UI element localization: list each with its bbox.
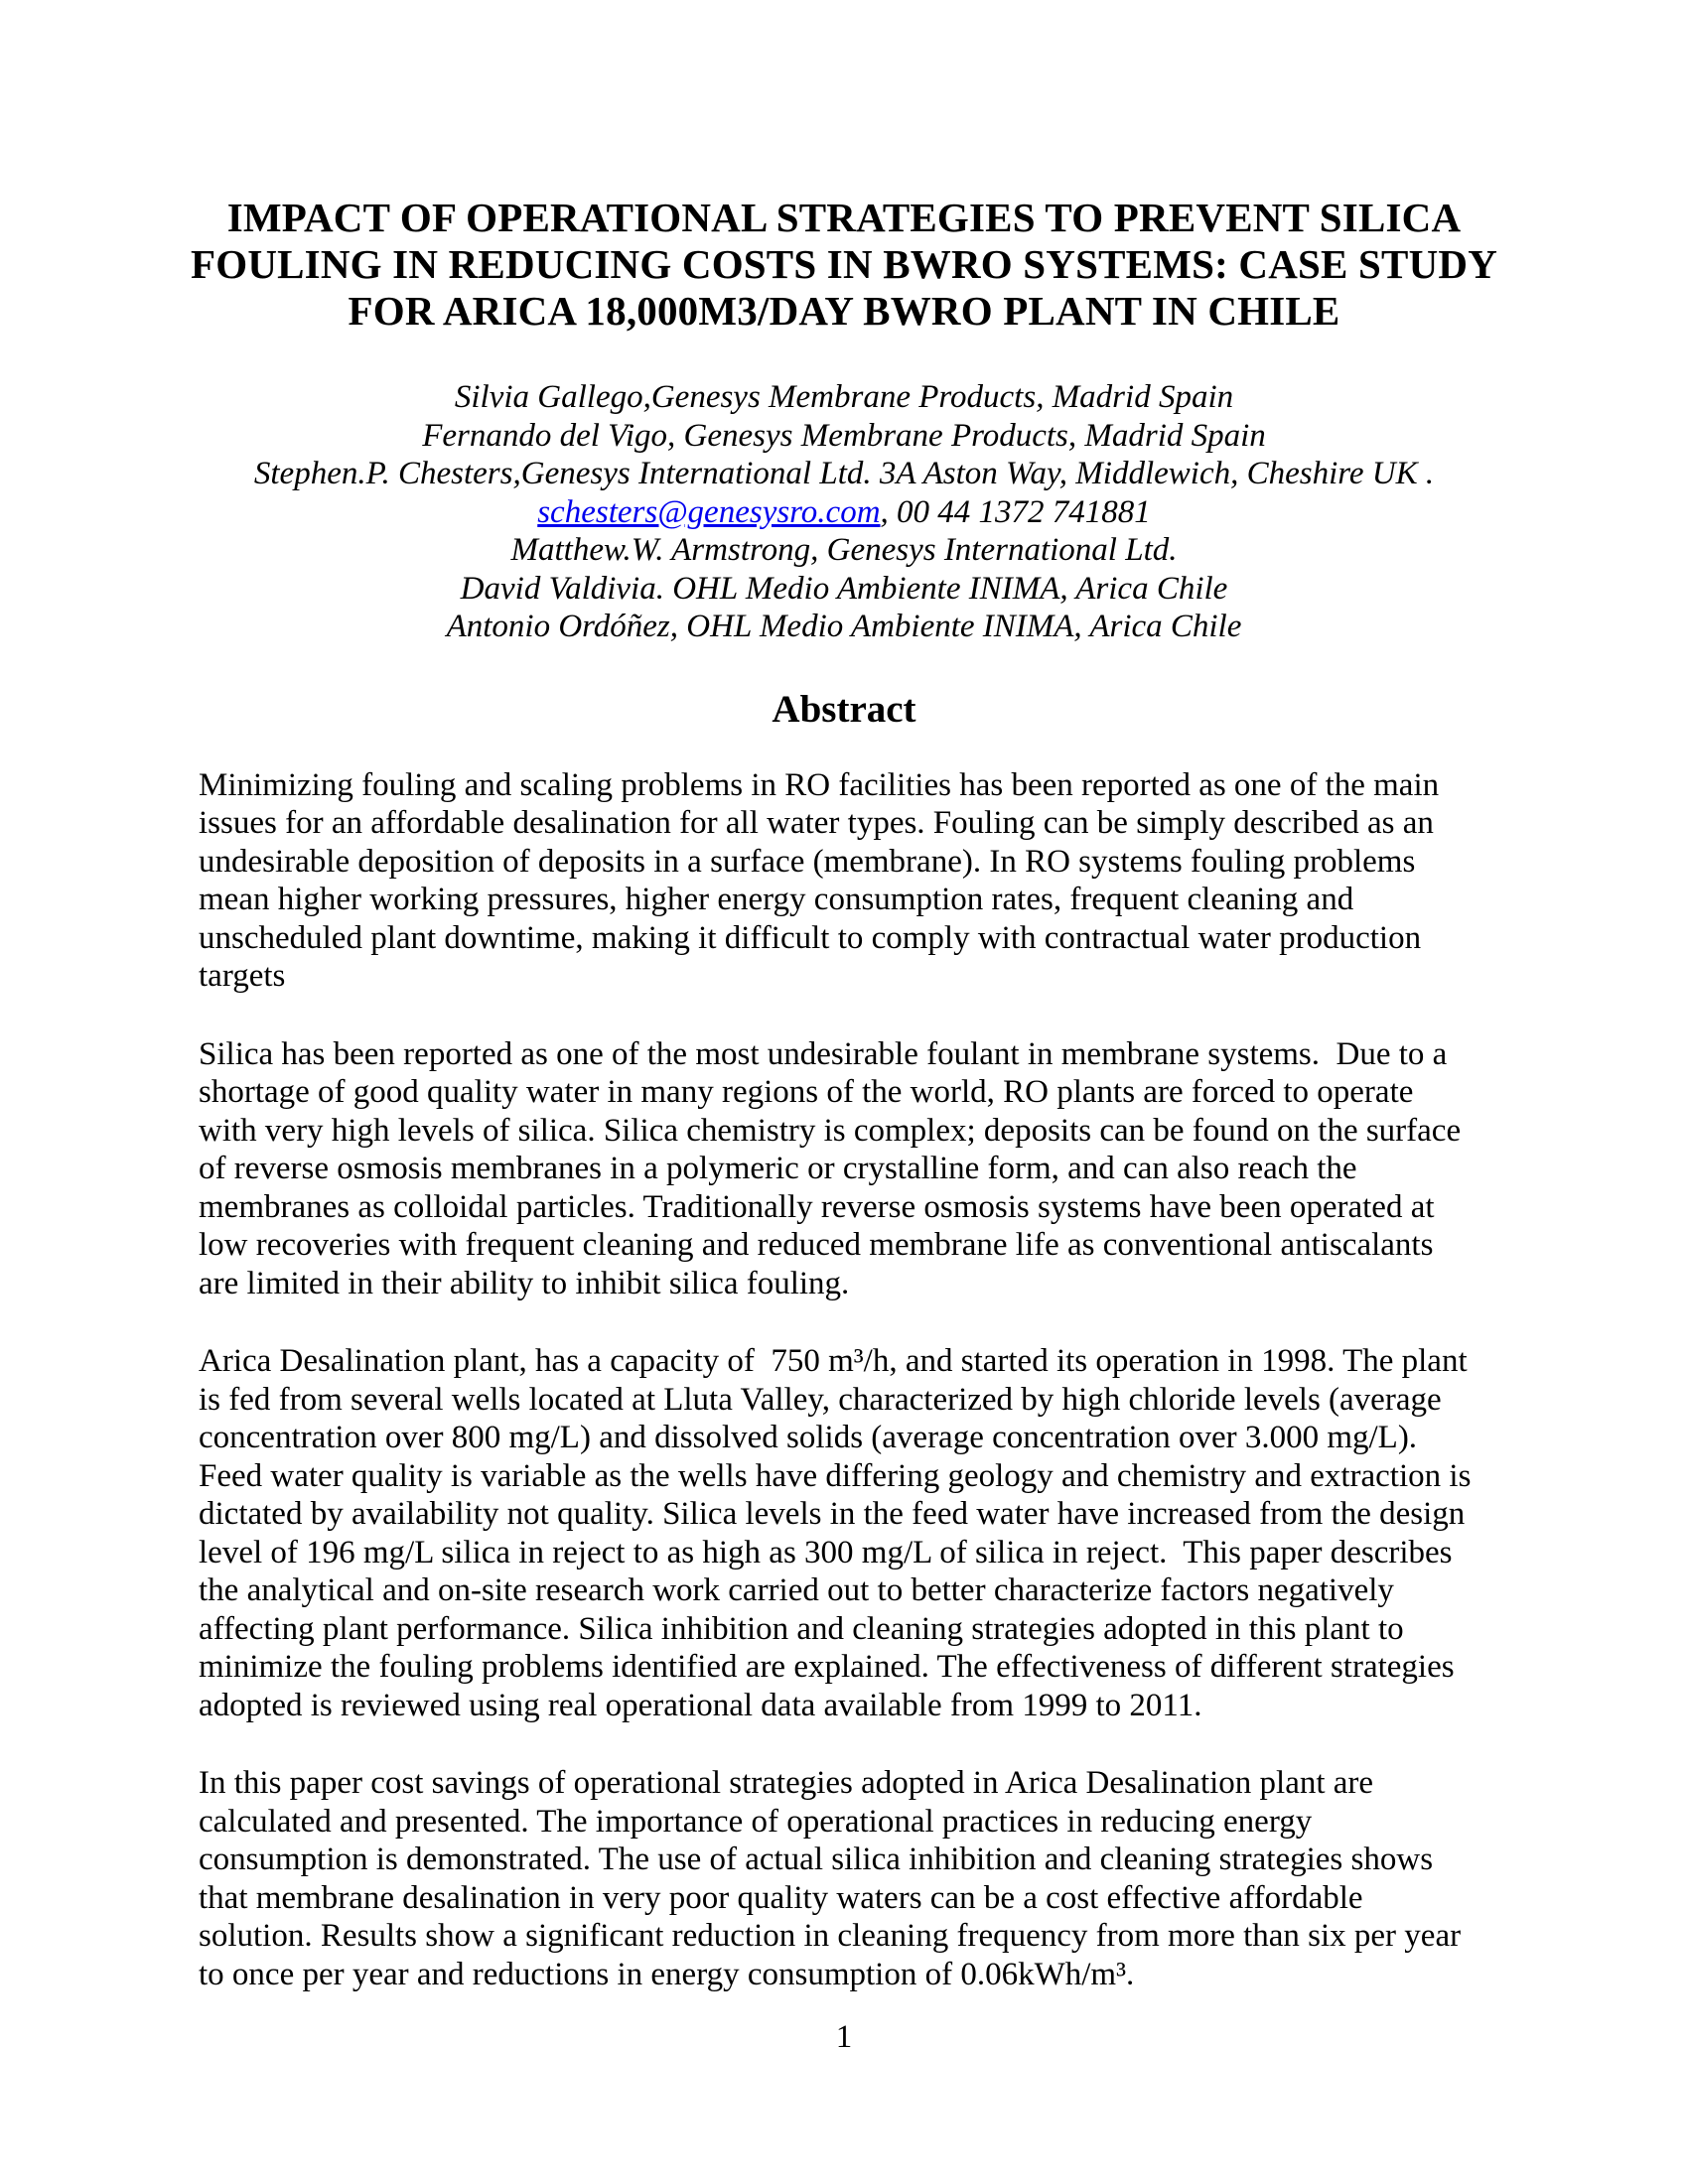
paragraph-line: concentration over 800 mg/L) and dissolved solids (average concentration over 3.000 mg/L).: [199, 1420, 1418, 1455]
phone-number: , 00 44 1372 741881: [880, 493, 1151, 530]
paragraph-line: affecting plant performance. Silica inhibition and cleaning strategies adopted in this plant to: [199, 1610, 1404, 1647]
author-line: Antonio Ordóñez, OHL Medio Ambiente INIMA, Arica Chile: [446, 609, 1242, 644]
author-line: Fernando del Vigo, Genesys Membrane Products, Madrid Spain: [422, 417, 1266, 454]
paragraph-line: that membrane desalination in very poor quality waters can be a cost effective affordable: [199, 1879, 1363, 1916]
author-block: [0, 378, 1688, 646]
paragraph-line: Silica has been reported as one of the most undesirable foulant in membrane systems. Due to a: [199, 1035, 1448, 1072]
author-line: David Valdivia. OHL Medio Ambiente INIMA, Arica Chile: [460, 570, 1228, 607]
paragraph-line: unscheduled plant downtime, making it difficult to comply with contractual water production: [199, 919, 1422, 956]
paragraph-line: minimize the fouling problems identified are explained. The effectiveness of different strategies: [199, 1649, 1455, 1685]
page-number: 1: [835, 2019, 853, 2055]
abstract-paragraph-4: [199, 1764, 1489, 1993]
contact-line: [0, 493, 1688, 532]
paragraph-line: low recoveries with frequent cleaning and reduced membrane life as conventional antiscalants: [199, 1227, 1434, 1263]
paper-title: [0, 0, 1688, 335]
paper-title-line: FOR ARICA 18,000M3/DAY BWRO PLANT IN CHILE: [348, 288, 1340, 334]
paragraph-line: In this paper cost savings of operational strategies adopted in Arica Desalination plant are: [199, 1765, 1374, 1801]
paper-title-line: FOULING IN REDUCING COSTS IN BWRO SYSTEMS: CASE STUDY: [190, 241, 1497, 287]
paragraph-line: calculated and presented. The importance of operational practices in reducing energy: [199, 1803, 1313, 1840]
paragraph-line: dictated by availability not quality. Silica levels in the feed water have increased from the design: [199, 1496, 1466, 1532]
abstract-body: [199, 766, 1489, 1994]
author-line: Silvia Gallego,Genesys Membrane Products, Madrid Spain: [454, 379, 1234, 415]
email-link[interactable]: schesters@genesysro.com: [537, 493, 881, 530]
paragraph-line: shortage of good quality water in many regions of the world, RO plants are forced to operate: [199, 1074, 1414, 1110]
paragraph-line: Arica Desalination plant, has a capacity of 750 m³/h, and started its operation in 1998. The plant: [199, 1343, 1468, 1379]
paragraph-line: Feed water quality is variable as the wells have differing geology and chemistry and extraction is: [199, 1457, 1472, 1494]
abstract-paragraph-3: [199, 1342, 1489, 1724]
paragraph-line: adopted is reviewed using real operational data available from 1999 to 2011.: [199, 1687, 1202, 1723]
paragraph-line: to once per year and reductions in energy consumption of 0.06kWh/m³.: [199, 1956, 1135, 1992]
paragraph-line: is fed from several wells located at Lluta Valley, characterized by high chloride levels (average: [199, 1381, 1442, 1418]
paragraph-line: Minimizing fouling and scaling problems in RO facilities has been reported as one of the main: [199, 766, 1440, 803]
paragraph-line: issues for an affordable desalination for all water types. Fouling can be simply described as an: [199, 805, 1434, 841]
abstract-paragraph-1: [199, 766, 1489, 996]
author-line: Matthew.W. Armstrong, Genesys International Ltd.: [510, 532, 1178, 568]
paragraph-line: the analytical and on-site research work carried out to better characterize factors negatively: [199, 1572, 1394, 1608]
author-line: Stephen.P. Chesters,Genesys International Ltd. 3A Aston Way, Middlewich, Cheshire UK .: [253, 456, 1435, 491]
paragraph-line: are limited in their ability to inhibit silica fouling.: [199, 1265, 850, 1301]
abstract-heading: Abstract: [772, 687, 916, 731]
paragraph-line: consumption is demonstrated. The use of actual silica inhibition and cleaning strategies shows: [199, 1842, 1434, 1877]
paragraph-line: membranes as colloidal particles. Traditionally reverse osmosis systems have been operated at: [199, 1188, 1435, 1225]
paragraph-line: of reverse osmosis membranes in a polymeric or crystalline form, and can also reach the: [199, 1151, 1357, 1186]
abstract-paragraph-2: [199, 1035, 1489, 1303]
paragraph-line: targets: [199, 958, 286, 994]
paragraph-line: undesirable deposition of deposits in a surface (membrane). In RO systems fouling problems: [199, 843, 1416, 880]
paragraph-line: with very high levels of silica. Silica chemistry is complex; deposits can be found on the surface: [199, 1112, 1462, 1149]
paragraph-line: level of 196 mg/L silica in reject to as high as 300 mg/L of silica in reject. This paper describes: [199, 1534, 1453, 1570]
paragraph-line: mean higher working pressures, higher energy consumption rates, frequent cleaning and: [199, 882, 1354, 917]
paper-title-line: IMPACT OF OPERATIONAL STRATEGIES TO PREVENT SILICA: [226, 195, 1462, 240]
paragraph-line: solution. Results show a significant reduction in cleaning frequency from more than six per year: [199, 1918, 1462, 1954]
